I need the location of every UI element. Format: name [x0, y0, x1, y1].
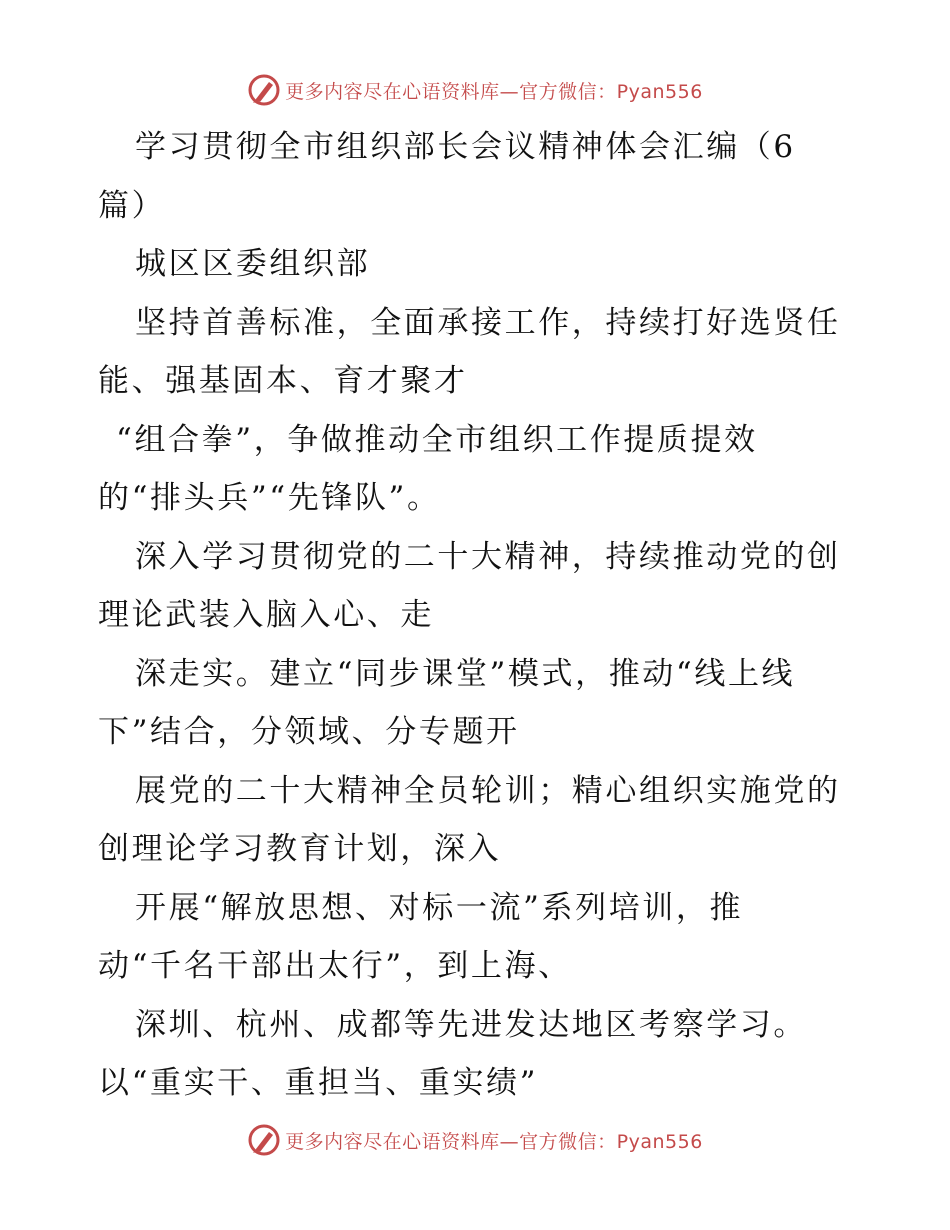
paragraph-line: “组合拳”，争做推动全市组织工作提质提效 [116, 421, 758, 458]
paragraph-line: 坚持首善标准，全面承接工作，持续打好选贤任 [135, 304, 841, 341]
document-body [98, 124, 858, 1119]
document-title: 学习贯彻全市组织部长会议精神体会汇编（6 [135, 129, 796, 165]
paragraph-line: 深入学习贯彻党的二十大精神，持续推动党的创 [135, 538, 841, 575]
footer-watermark-banner [0, 1120, 950, 1160]
paragraph-line: 深走实。建立“同步课堂”模式，推动“线上线 [135, 655, 796, 692]
paragraph-line: 深圳、杭州、成都等先进发达地区考察学习。 [135, 1006, 807, 1043]
author-line: 城区区委组织部 [135, 246, 371, 282]
paragraph-line: 开展“解放思想、对标一流”系列培训，推 [135, 889, 744, 926]
paragraph-line: 能、强基固本、育才聚才 [98, 363, 468, 399]
paragraph-line: 下”结合，分领域、分专题开 [98, 714, 520, 750]
paragraph-line: 的“排头兵”“先锋队”。 [98, 480, 441, 516]
paragraph-line: 展党的二十大精神全员轮训；精心组织实施党的 [135, 772, 841, 809]
pen-logo-icon [247, 1123, 281, 1157]
document-title-cont: 篇） [98, 187, 166, 224]
header-watermark-banner [0, 70, 950, 110]
paragraph-line: 创理论学习教育计划，深入 [98, 831, 502, 867]
paragraph-line: 理论武装入脑入心、走 [98, 597, 434, 633]
banner-text: 更多内容尽在心语资料库—官方微信：Pyan556 [285, 80, 703, 103]
pen-logo-icon [247, 73, 281, 107]
banner-text: 更多内容尽在心语资料库—官方微信：Pyan556 [285, 1130, 703, 1153]
paragraph-line: 以“重实干、重担当、重实绩” [98, 1065, 539, 1101]
paragraph-line: 动“千名干部出太行”，到上海、 [98, 948, 572, 984]
